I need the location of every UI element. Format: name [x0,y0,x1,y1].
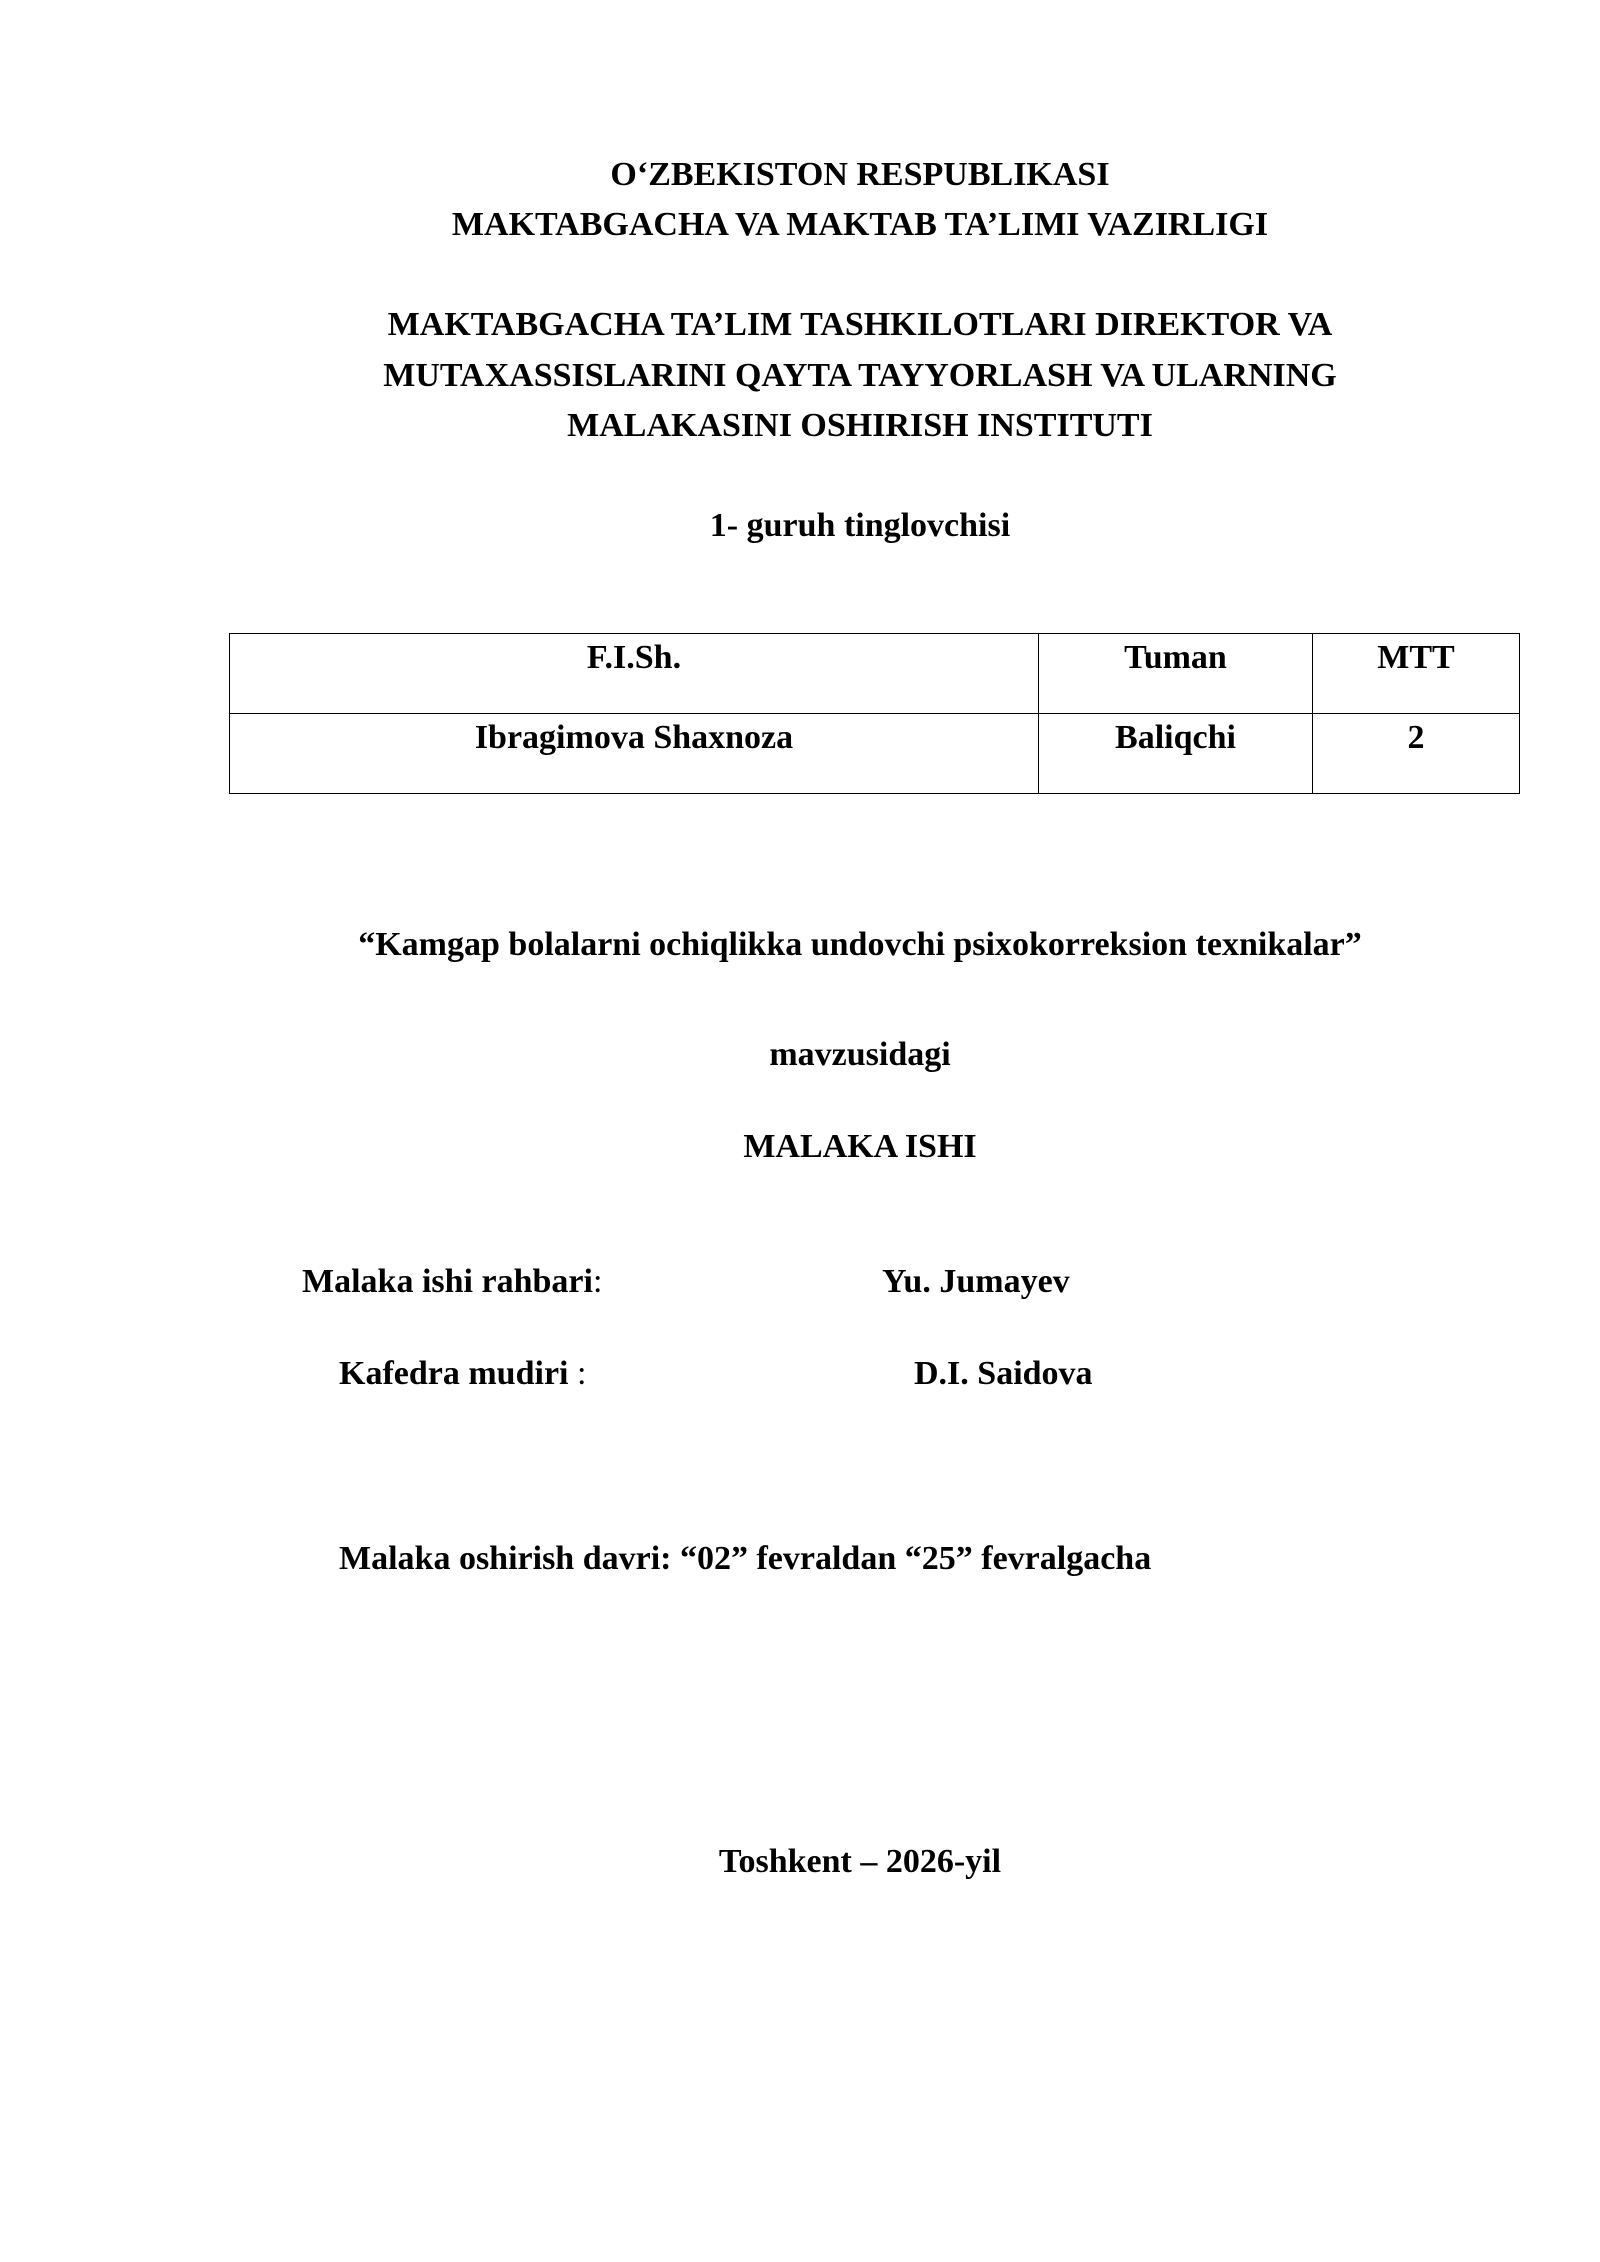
institute-title-line-1: MAKTABGACHA TA’LIM TASHKILOTLARI DIREKTOR VA [387,306,1333,343]
topic-suffix: mavzusidagi [769,1036,951,1073]
cell-fish: Ibragimova Shaxnoza [230,714,1039,794]
institute-title-line-2: MUTAXASSISLARINI QAYTA TAYYORLASH VA ULARNING [383,357,1337,394]
training-period: Malaka oshirish davri: “02” fevraldan “25” fevralgacha [339,1540,1152,1577]
ministry-title-line-2: MAKTABGACHA VA MAKTAB TA’LIMI VAZIRLIGI [451,206,1269,243]
institute-title-line-3: MALAKASINI OSHIRISH INSTITUTI [567,407,1153,444]
header-tuman: Tuman [1039,634,1313,714]
cell-tuman: Baliqchi [1039,714,1313,794]
supervisor-colon: : [592,1263,603,1300]
header-mtt: MTT [1313,634,1520,714]
group-label: 1- guruh tinglovchisi [709,507,1011,544]
cell-mtt: 2 [1313,714,1520,794]
supervisor-label: Malaka ishi rahbari: [302,1263,603,1300]
ministry-title-line-1: O‘ZBEKISTON RESPUBLIKASI [610,156,1110,193]
head-name: D.I. Saidova [914,1355,1093,1392]
header-fish: F.I.Sh. [230,634,1039,714]
student-info-table [229,633,1520,794]
head-label: Kafedra mudiri : [339,1355,587,1392]
city-year: Toshkent – 2026-yil [718,1843,1002,1880]
table-header-row [230,634,1520,714]
work-topic: “Kamgap bolalarni ochiqlikka undovchi psixokorreksion texnikalar” [358,926,1362,963]
table-row [230,714,1520,794]
work-type-title: MALAKA ISHI [743,1128,977,1165]
supervisor-name: Yu. Jumayev [882,1263,1070,1300]
head-colon: : [568,1355,587,1392]
